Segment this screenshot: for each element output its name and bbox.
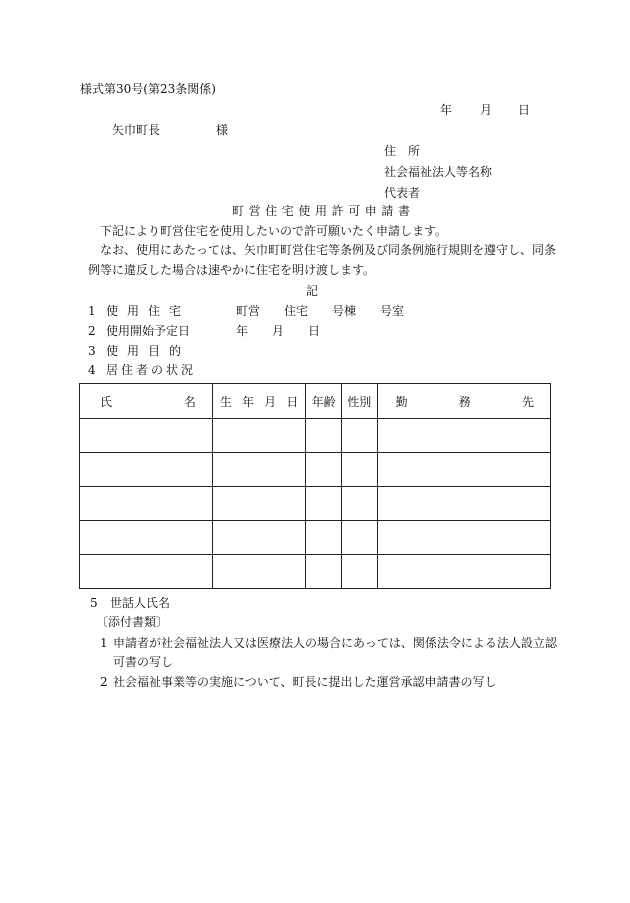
cell-dob[interactable] [212,419,306,453]
applicant-org-label: 社会福祉法人等名称 [384,165,493,179]
document-title: 町営住宅使用許可申請書 [232,204,415,218]
addressee-name: 矢巾町長 [112,123,161,137]
cell-name[interactable] [80,419,213,453]
item-label: 使用目的 [106,344,191,358]
item-value: 町営 住宅 号棟 号室 [236,304,405,318]
header-work-2: 務 [458,394,471,409]
item-number: 4 [88,363,96,377]
cell-sex[interactable] [341,521,377,555]
item-3 [88,345,190,357]
cell-dob[interactable] [212,555,306,589]
table-row [80,555,551,589]
header-name [80,384,213,419]
cell-age[interactable] [306,453,342,487]
item-label: 世話人氏名 [110,596,171,610]
cell-age[interactable] [306,555,342,589]
item-4 [88,364,196,376]
cell-dob[interactable] [212,453,306,487]
cell-work[interactable] [377,521,550,555]
table-row [80,487,551,521]
cell-name[interactable] [80,555,213,589]
header-dob [212,384,306,419]
cell-work[interactable] [377,419,550,453]
cell-sex[interactable] [341,555,377,589]
item-2 [88,324,321,338]
addressee [112,124,228,136]
cell-age[interactable] [306,487,342,521]
body-paragraph-1: 下記により町営住宅を使用したいので許可願いたく申請します。 [100,224,448,238]
applicant-representative-label: 代表者 [384,186,421,200]
header-work [377,384,550,419]
cell-work[interactable] [377,453,550,487]
cell-name[interactable] [80,453,213,487]
item-value: 年 月 日 [236,324,321,338]
header-dob-1: 生 [219,394,232,409]
cell-sex[interactable] [341,487,377,521]
date-year: 年 [440,103,453,117]
cell-sex[interactable] [341,419,377,453]
header-name-1: 氏 [100,394,113,409]
attachments-heading: 〔添付書類〕 [96,615,169,629]
attachment-number: 1 [100,636,108,650]
attachment-text: 社会福祉事業等の実施について、町長に提出した運営承認申請書の写し [113,675,497,689]
date-line [440,104,530,116]
applicant-address-label: 住 所 [384,144,421,158]
cell-work[interactable] [377,555,550,589]
cell-sex[interactable] [341,453,377,487]
item-label: 居住者の状況 [106,363,197,377]
body-paragraph-2-line-1: なお、使用にあたっては、矢巾町町営住宅等条例及び同条例施行規則を遵守し、同条 [100,243,557,257]
header-dob-4: 日 [286,394,299,409]
attachment-text: 申請者が社会福祉法人又は医療法人の場合にあっては、関係法令による法人設立認 [113,636,557,650]
header-age: 年齢 [306,384,342,419]
ki-heading: 記 [306,284,319,298]
item-label: 使用開始予定日 [106,324,191,338]
table-row [80,419,551,453]
cell-age[interactable] [306,419,342,453]
cell-name[interactable] [80,487,213,521]
attachment-1 [100,637,557,649]
date-day: 日 [518,103,531,117]
header-sex: 性別 [341,384,377,419]
item-number: 3 [88,344,96,358]
header-dob-3: 月 [264,394,277,409]
item-number: 1 [88,304,96,318]
table-row [80,521,551,555]
cell-work[interactable] [377,487,550,521]
item-1 [88,304,405,318]
header-work-3: 先 [521,394,534,409]
cell-name[interactable] [80,521,213,555]
attachment-1-line-2: 可書の写し [113,655,174,669]
cell-dob[interactable] [212,487,306,521]
residents-table [79,383,551,589]
cell-age[interactable] [306,521,342,555]
item-label: 使用住宅 [106,304,191,318]
item-number: 5 [90,596,98,610]
header-work-1: 勤 [395,394,408,409]
addressee-honorific: 様 [216,123,229,137]
date-month: 月 [480,103,493,117]
form-number: 様式第30号(第23条関係) [80,82,216,96]
applicant-block [384,145,492,208]
attachment-number: 2 [100,675,108,689]
cell-dob[interactable] [212,521,306,555]
table-header-row [80,384,551,419]
item-number: 2 [88,324,96,338]
item-5 [90,597,170,609]
attachment-2 [100,676,497,688]
header-name-2: 名 [183,394,196,409]
header-dob-2: 年 [242,394,255,409]
body-paragraph-2-line-2: 例等に違反した場合は速やかに住宅を明け渡します。 [88,263,376,277]
table-row [80,453,551,487]
